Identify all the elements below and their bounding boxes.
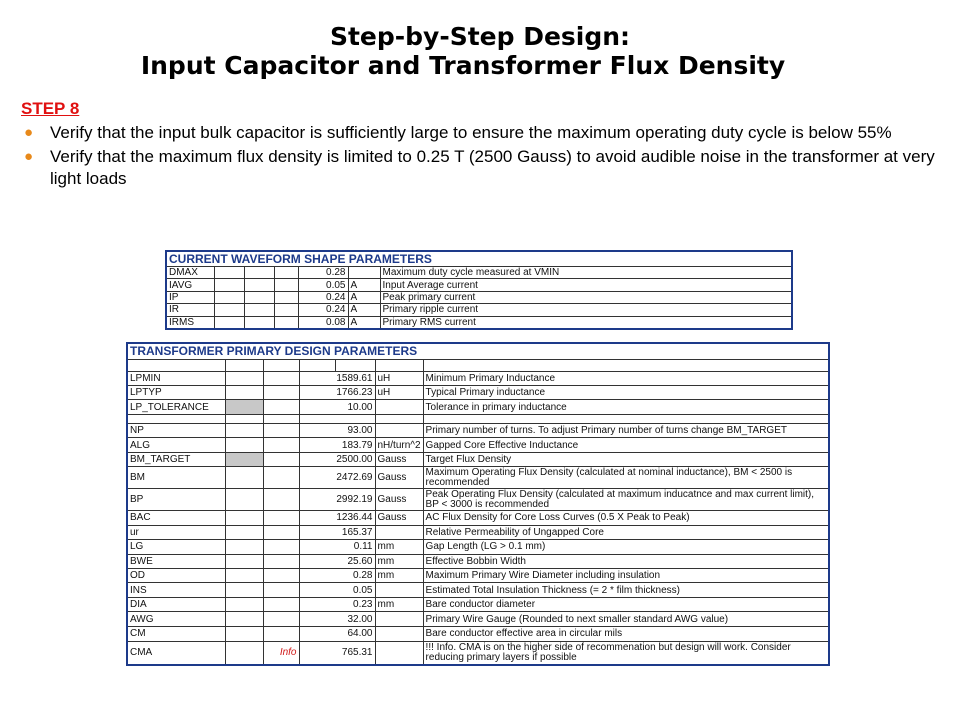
table-row: IP 0.24 A Peak primary current xyxy=(166,291,792,303)
table-row: LPMIN 1589.61 uH Minimum Primary Inductance xyxy=(127,371,829,385)
table-row: DIA 0.23 mm Bare conductor diameter xyxy=(127,597,829,611)
table-row: BM 2472.69 Gauss Maximum Operating Flux Density (calculated at nominal inductance), BM < 2500 is recommended xyxy=(127,467,829,489)
bullet-list xyxy=(22,122,952,192)
transformer-table-header: TRANSFORMER PRIMARY DESIGN PARAMETERS xyxy=(127,343,829,359)
table-row: AWG 32.00 Primary Wire Gauge (Rounded to next smaller standard AWG value) xyxy=(127,612,829,626)
bullet-dot-icon: ● xyxy=(24,124,34,141)
table-row: BAC 1236.44 Gauss AC Flux Density for Core Loss Curves (0.5 X Peak to Peak) xyxy=(127,511,829,525)
table-row: LPTYP 1766.23 uH Typical Primary inductance xyxy=(127,385,829,399)
slide-title xyxy=(0,22,960,80)
table-row: BP 2992.19 Gauss Peak Operating Flux Density (calculated at maximum inducatnce and max current limit), BP < 3000 is recommended xyxy=(127,489,829,511)
table-row: CM 64.00 Bare conductor effective area in circular mils xyxy=(127,626,829,641)
table-row: ur 165.37 Relative Permeability of Ungapped Core xyxy=(127,525,829,539)
table-row: BM_TARGET 2500.00 Gauss Target Flux Density xyxy=(127,452,829,466)
table-row: IAVG 0.05 A Input Average current xyxy=(166,279,792,291)
bullet-dot-icon: ● xyxy=(24,148,34,165)
table-row: CMA Info 765.31 !!! Info. CMA is on the higher side of recommenation but design will work. Consider reducing primary layers if possible xyxy=(127,641,829,665)
table-row: DMAX 0.28 Maximum duty cycle measured at VMIN xyxy=(166,267,792,279)
table-row: IRMS 0.08 A Primary RMS current xyxy=(166,316,792,329)
bullet-item: ● Verify that the maximum flux density is limited to 0.25 T (2500 Gauss) to avoid audible noise in the transformer at very light loads xyxy=(24,147,935,188)
info-flag: Info xyxy=(263,641,299,665)
table-row: IR 0.24 A Primary ripple current xyxy=(166,304,792,316)
table-row: INS 0.05 Estimated Total Insulation Thickness (= 2 * film thickness) xyxy=(127,583,829,597)
bullet-item: ● Verify that the input bulk capacitor is sufficiently large to ensure the maximum operating duty cycle is below 55% xyxy=(24,123,892,142)
transformer-parameters-table xyxy=(126,342,830,666)
title-line-2: Input Capacitor and Transformer Flux Density xyxy=(140,51,786,80)
title-line-1: Step-by-Step Design: xyxy=(329,22,631,51)
waveform-parameters-table xyxy=(165,250,793,330)
table-row: LP_TOLERANCE 10.00 Tolerance in primary inductance xyxy=(127,400,829,414)
step-label: STEP 8 xyxy=(21,99,80,118)
table-row: OD 0.28 mm Maximum Primary Wire Diameter including insulation xyxy=(127,569,829,583)
table-row: ALG 183.79 nH/turn^2 Gapped Core Effective Inductance xyxy=(127,438,829,452)
waveform-table-header: CURRENT WAVEFORM SHAPE PARAMETERS xyxy=(166,251,792,267)
table-row: NP 93.00 Primary number of turns. To adjust Primary number of turns change BM_TARGET xyxy=(127,423,829,437)
table-row: LG 0.11 mm Gap Length (LG > 0.1 mm) xyxy=(127,540,829,554)
table-row: BWE 25.60 mm Effective Bobbin Width xyxy=(127,554,829,568)
